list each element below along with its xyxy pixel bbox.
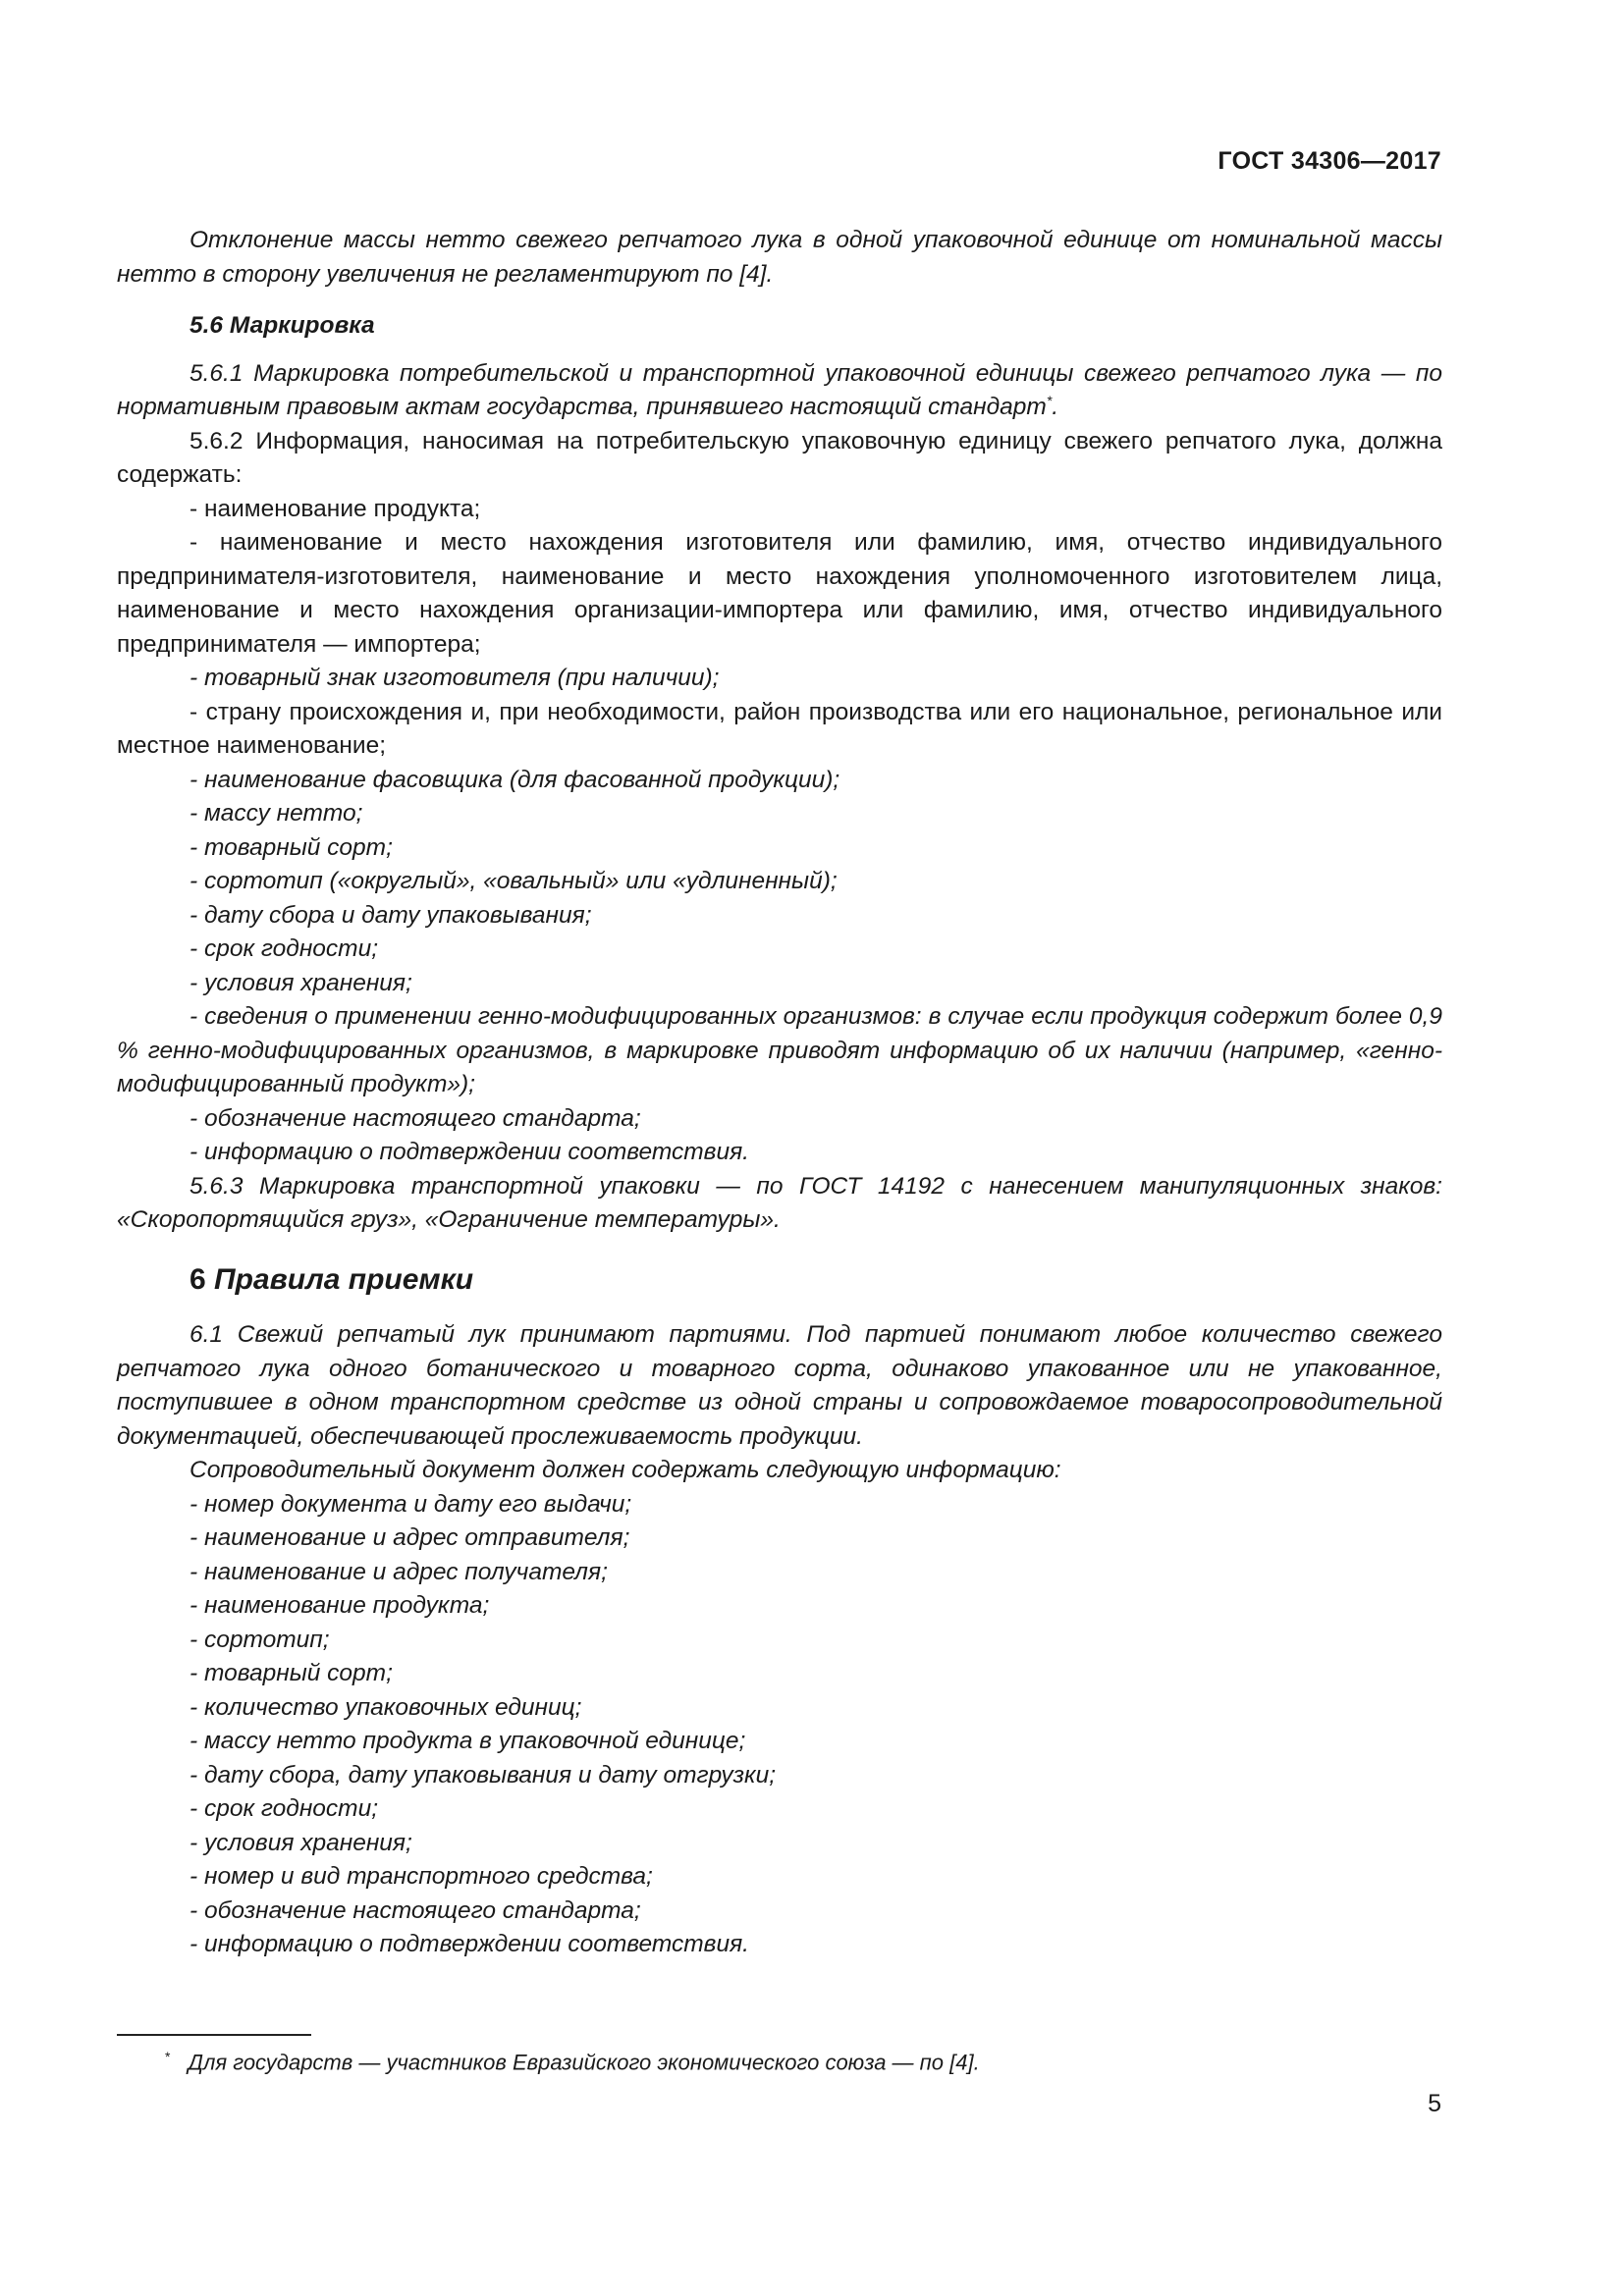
list-item: - срок годности; bbox=[189, 935, 379, 962]
list-item: - количество упаковочных единиц; bbox=[189, 1693, 582, 1721]
list-item: - наименование фасовщика (для фасованной продукции); bbox=[189, 766, 840, 793]
paragraph-5-6-2: 5.6.2 Информация, наносимая на потребительскую упаковочную единицу свежего репчатого лука, должна содержать: bbox=[117, 427, 1442, 488]
footnote-mark: * bbox=[165, 2049, 171, 2064]
document-body bbox=[117, 224, 1442, 1962]
list-item: - товарный сорт; bbox=[189, 1660, 393, 1686]
list-item: - наименование и адрес отправителя; bbox=[189, 1524, 630, 1551]
list-item: - условия хранения; bbox=[189, 969, 412, 996]
section-6-number: 6 bbox=[189, 1262, 206, 1296]
list-item: - сведения о применении генно-модифицированных организмов: в случае если продукция содержит более 0,9 % генно-модифицированных организмов, в маркировке приводят информацию об их наличии (например, «генно-модифицированный продукт»); bbox=[117, 1003, 1442, 1097]
list-6-1 bbox=[117, 1488, 1442, 1962]
paragraph-intro: Отклонение массы нетто свежего репчатого лука в одной упаковочной единице от номинальной массы нетто в сторону увеличения не регламентируют по [4]. bbox=[117, 227, 1442, 288]
list-item: - сортотип («округлый», «овальный» или «удлиненный); bbox=[189, 868, 838, 894]
list-item: - сортотип; bbox=[189, 1626, 330, 1653]
list-5-6-2 bbox=[117, 493, 1442, 1170]
list-item: - номер документа и дату его выдачи; bbox=[189, 1490, 632, 1518]
paragraph-5-6-1 bbox=[117, 357, 1442, 425]
list-item: - условия хранения; bbox=[189, 1829, 412, 1856]
list-item: - массу нетто продукта в упаковочной единице; bbox=[189, 1728, 746, 1754]
list-item: - наименование продукта; bbox=[189, 1592, 490, 1619]
list-item: - информацию о подтверждении соответствия. bbox=[189, 1139, 749, 1165]
list-item: - срок годности; bbox=[189, 1795, 379, 1822]
list-item: - дату сбора, дату упаковывания и дату отгрузки; bbox=[189, 1761, 777, 1789]
list-item: - обозначение настоящего стандарта; bbox=[189, 1896, 641, 1924]
paragraph-6-1: 6.1 Свежий репчатый лук принимают партиями. Под партией понимают любое количество свежего репчатого лука одного ботанического и товарного сорта, одинаково упакованное или не упакованное, поступившее в одном транспортном средстве из одной страны и сопровождаемое товаросопроводительной документацией, обеспечивающей прослеживаемость продукции. bbox=[117, 1321, 1442, 1450]
footnote bbox=[165, 2049, 980, 2075]
footnote-text: Для государств — участников Евразийского экономического союза — по [4]. bbox=[188, 2050, 980, 2075]
section-6-heading bbox=[189, 1263, 1442, 1298]
list-item: - страну происхождения и, при необходимости, район производства или его национальное, региональное или местное наименование; bbox=[117, 698, 1442, 759]
list-item: - информацию о подтверждении соответствия. bbox=[189, 1931, 749, 1957]
list-item: - обозначение настоящего стандарта; bbox=[189, 1104, 641, 1132]
list-item: - наименование и место нахождения изготовителя или фамилию, имя, отчество индивидуального предпринимателя-изготовителя, наименование и место нахождения уполномоченного изготовителем лица, наименование и место нахождения организации-импортера или фамилию, имя, отчество индивидуального предпринимателя — импортера; bbox=[117, 529, 1442, 658]
paragraph-5-6-1-end: . bbox=[1052, 394, 1059, 420]
paragraph-5-6-3: 5.6.3 Маркировка транспортной упаковки — по ГОСТ 14192 с нанесением манипуляционных знаков: «Скоропортящийся груз», «Ограничение температуры». bbox=[117, 1172, 1442, 1233]
list-item: - товарный сорт; bbox=[189, 833, 393, 861]
list-item: - товарный знак изготовителя (при наличии); bbox=[189, 665, 720, 691]
page-number: 5 bbox=[1428, 2090, 1441, 2117]
list-item: - номер и вид транспортного средства; bbox=[189, 1863, 653, 1890]
list-item: - наименование продукта; bbox=[189, 495, 481, 522]
paragraph-5-6-1-text: 5.6.1 Маркировка потребительской и транспортной упаковочной единицы свежего репчатого лука — по нормативным правовым актам государства, принявшего настоящий стандарт bbox=[117, 359, 1442, 420]
footnote-ref-mark: * bbox=[1046, 392, 1053, 408]
list-item: - дату сбора и дату упаковывания; bbox=[189, 901, 592, 929]
document-header: ГОСТ 34306—2017 bbox=[1218, 147, 1441, 175]
section-5-6-heading: 5.6 Маркировка bbox=[189, 312, 375, 339]
section-6-title: Правила приемки bbox=[214, 1262, 474, 1296]
footnote-divider bbox=[117, 2034, 311, 2036]
paragraph-6-1-doc: Сопроводительный документ должен содержать следующую информацию: bbox=[189, 1457, 1061, 1483]
list-item: - наименование и адрес получателя; bbox=[189, 1558, 608, 1585]
list-item: - массу нетто; bbox=[189, 800, 363, 827]
